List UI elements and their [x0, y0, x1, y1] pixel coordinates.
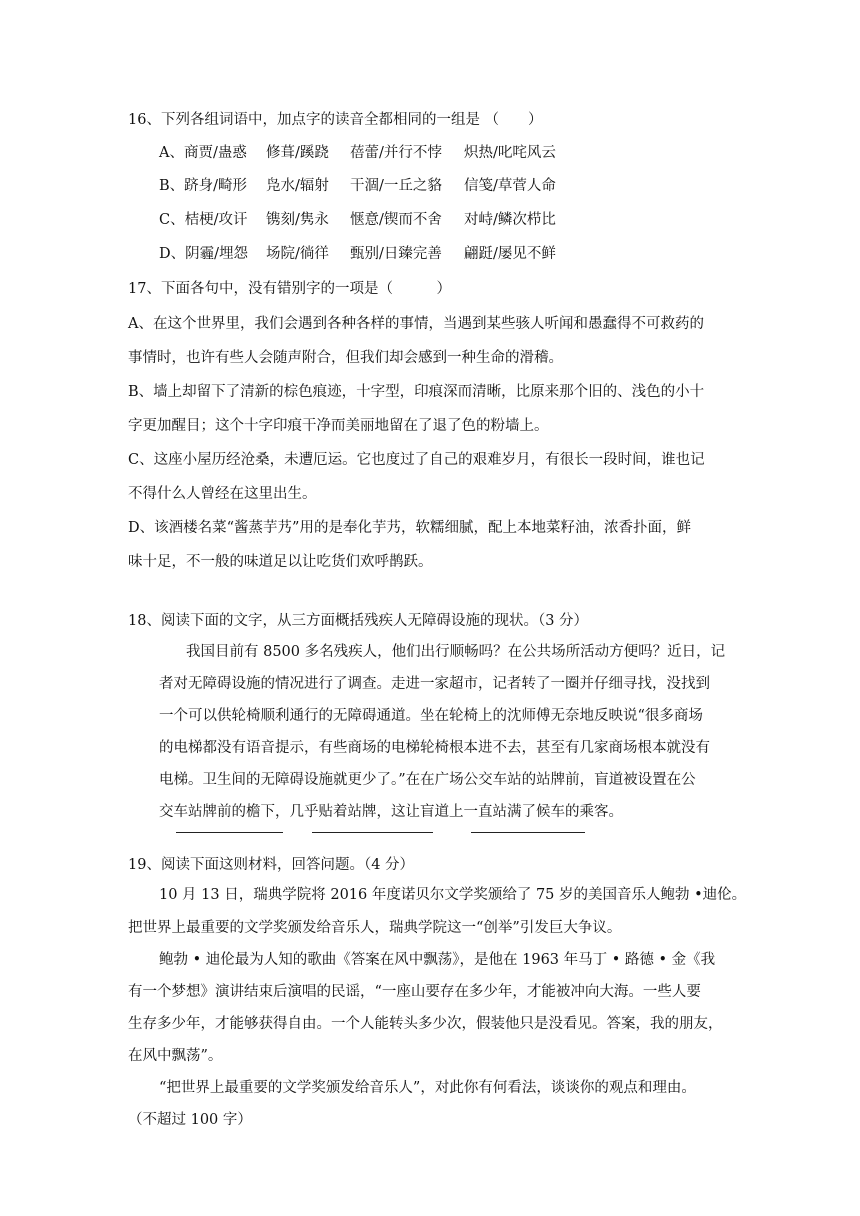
- q19-material-line-3: 鲍勃 • 迪伦最为人知的歌曲《答案在风中飘荡》，是他在 1963 年马丁 • 路德 • 金《我: [159, 952, 716, 968]
- q19-material-line-6: 在风中飘荡”。: [128, 1048, 223, 1064]
- q16-b-group-4: 信笺/草菅人命: [464, 178, 556, 194]
- q18-answer-blank-1[interactable]: [176, 832, 283, 833]
- q19-question-line-1: “把世界上最重要的文学奖颁发给音乐人”，对此你有何看法，谈谈你的观点和理由。: [159, 1080, 696, 1096]
- q19-question-line-2: （不超过 100 字）: [128, 1112, 252, 1128]
- q18-passage-line-3: 一个可以供轮椅顺利通行的无障碍通道。坐在轮椅上的沈师傅无奈地反映说“很多商场: [159, 708, 703, 724]
- q17-stem: 17、下面各句中，没有错别字的一项是（ ）: [128, 281, 451, 297]
- q16-a-group-1: A、商贾/蛊惑: [159, 145, 247, 161]
- q16-a-group-4: 炽热/叱咤风云: [464, 145, 556, 161]
- q16-d-group-2: 场院/徜徉: [266, 246, 329, 262]
- q19-stem: 19、阅读下面这则材料，回答问题。（4 分）: [128, 857, 415, 873]
- q17-option-d-line-2: 味十足，不一般的味道足以让吃货们欢呼鹊跃。: [128, 554, 433, 570]
- q17-option-c-line-1: C、这座小屋历经沧桑，未遭厄运。它也度过了自己的艰难岁月，有很长一段时间，谁也记: [128, 452, 705, 468]
- q16-d-group-1: D、阴霾/埋怨: [159, 246, 249, 262]
- q16-b-group-2: 凫水/辐射: [266, 178, 329, 194]
- q19-material-line-5: 生存多少年，才能够获得自由。一个人能转头多少次，假装他只是没看见。答案，我的朋友，: [128, 1016, 723, 1032]
- q17-option-a-line-1: A、在这个世界里，我们会遇到各种各样的事情，当遇到某些骇人听闻和愚蠢得不可救药的: [128, 316, 704, 332]
- q18-answer-blank-3[interactable]: [471, 832, 585, 833]
- q19-material-line-4: 有一个梦想》演讲结束后演唱的民谣，“一座山要存在多少年，才能被冲向大海。一些人要: [128, 984, 701, 1000]
- q16-b-group-3: 干涸/一丘之貉: [350, 178, 442, 194]
- q16-c-group-4: 对峙/鳞次栉比: [464, 212, 556, 228]
- q17-option-c-line-2: 不得什么人曾经在这里出生。: [128, 486, 317, 502]
- q16-a-group-3: 蓓蕾/并行不悖: [350, 145, 442, 161]
- q18-answer-blank-2[interactable]: [312, 832, 433, 833]
- q17-option-a-line-2: 事情时，也许有些人会随声附合，但我们却会感到一种生命的滑稽。: [128, 350, 563, 366]
- q16-stem: 16、下列各组词语中，加点字的读音全都相同的一组是 （ ）: [128, 112, 543, 128]
- q16-c-group-3: 惬意/锲而不舍: [350, 212, 442, 228]
- q16-c-group-2: 镌刻/隽永: [266, 212, 329, 228]
- q18-passage-line-1: 我国目前有 8500 多名残疾人，他们出行顺畅吗？在公共场所活动方便吗？近日，记: [186, 644, 726, 660]
- q16-d-group-3: 甄别/日臻完善: [350, 246, 442, 262]
- q17-option-d-line-1: D、该酒楼名菜“酱蒸芋艿”用的是奉化芋艿，软糯细腻，配上本地菜籽油，浓香扑面，鲜: [128, 520, 691, 536]
- q18-passage-line-2: 者对无障碍设施的情况进行了调查。走进一家超市，记者转了一圈并仔细寻找，没找到: [159, 676, 710, 692]
- q18-stem: 18、阅读下面的文字，从三方面概括残疾人无障碍设施的现状。（3 分）: [128, 613, 589, 629]
- q18-passage-line-5: 电梯。卫生间的无障碍设施就更少了。”在在广场公交车站的站牌前，盲道被设置在公: [159, 772, 696, 788]
- q16-a-group-2: 修葺/蹊跷: [266, 145, 329, 161]
- q19-material-line-1: 10 月 13 日，瑞典学院将 2016 年度诺贝尔文学奖颁给了 75 岁的美国音乐人鲍勃 •迪伦。: [159, 887, 747, 903]
- q19-material-line-2: 把世界上最重要的文学奖颁发给音乐人，瑞典学院这一“创举”引发巨大争议。: [128, 920, 622, 936]
- q17-option-b-line-1: B、墙上却留下了清新的棕色痕迹，十字型，印痕深而清晰，比原来那个旧的、浅色的小十: [128, 384, 705, 400]
- q18-passage-line-4: 的电梯都没有语音提示，有些商场的电梯轮椅根本进不去，甚至有几家商场根本就没有: [159, 740, 710, 756]
- q16-c-group-1: C、桔梗/攻讦: [159, 212, 248, 228]
- q17-option-b-line-2: 字更加醒目；这个十字印痕干净而美丽地留在了退了色的粉墙上。: [128, 418, 549, 434]
- q16-d-group-4: 翩跹/屡见不鲜: [464, 246, 556, 262]
- q16-b-group-1: B、跻身/畸形: [159, 178, 248, 194]
- q18-passage-line-6: 交车站牌前的檐下，几乎贴着站牌，这让盲道上一直站满了候车的乘客。: [159, 804, 623, 820]
